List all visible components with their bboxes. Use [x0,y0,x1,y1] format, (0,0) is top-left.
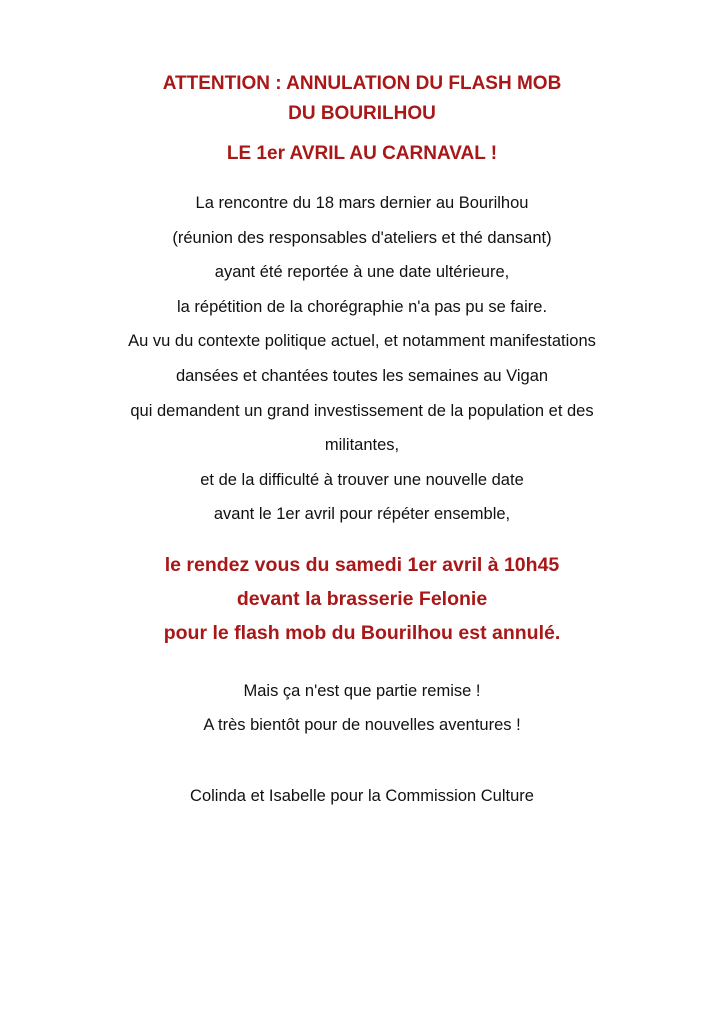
body-line: avant le 1er avril pour répéter ensemble, [213,505,511,524]
title-subtitle: LE 1er AVRIL AU CARNAVAL ! [226,143,498,164]
signature: Colinda et Isabelle pour la Commission Culture [190,787,534,805]
body-line: qui demandent un grand investissement de la population et des [130,401,594,420]
closing-line: Mais ça n'est que partie remise ! [243,682,481,700]
closing-line: A très bientôt pour de nouvelles aventures ! [203,716,521,734]
body-line: ayant été reportée à une date ultérieure, [214,263,510,282]
body-line: dansées et chantées toutes les semaines au Vigan [175,366,549,385]
highlight-line: devant la brasserie Felonie [236,588,488,610]
cancellation-notice [30,548,694,650]
body-line: La rencontre du 18 mars dernier au Bourilhou [195,194,529,212]
body-line: Au vu du contexte politique actuel, et notamment manifestations [128,332,596,351]
body-line: la répétition de la chorégraphie n'a pas pu se faire. [176,297,548,316]
title-line-2: DU BOURILHOU [288,103,436,124]
title-line-1: ATTENTION : ANNULATION DU FLASH MOB [162,73,562,94]
body-line: militantes, [324,436,400,455]
highlight-line: le rendez vous du samedi 1er avril à 10h45 [164,554,560,576]
explanation-paragraph [30,186,694,532]
closing-message [30,674,694,742]
body-line: (réunion des responsables d'ateliers et thé dansant) [172,228,552,247]
announcement-title [40,69,684,169]
body-line: et de la difficulté à trouver une nouvelle date [200,470,524,489]
highlight-line: pour le flash mob du Bourilhou est annulé. [163,622,561,644]
